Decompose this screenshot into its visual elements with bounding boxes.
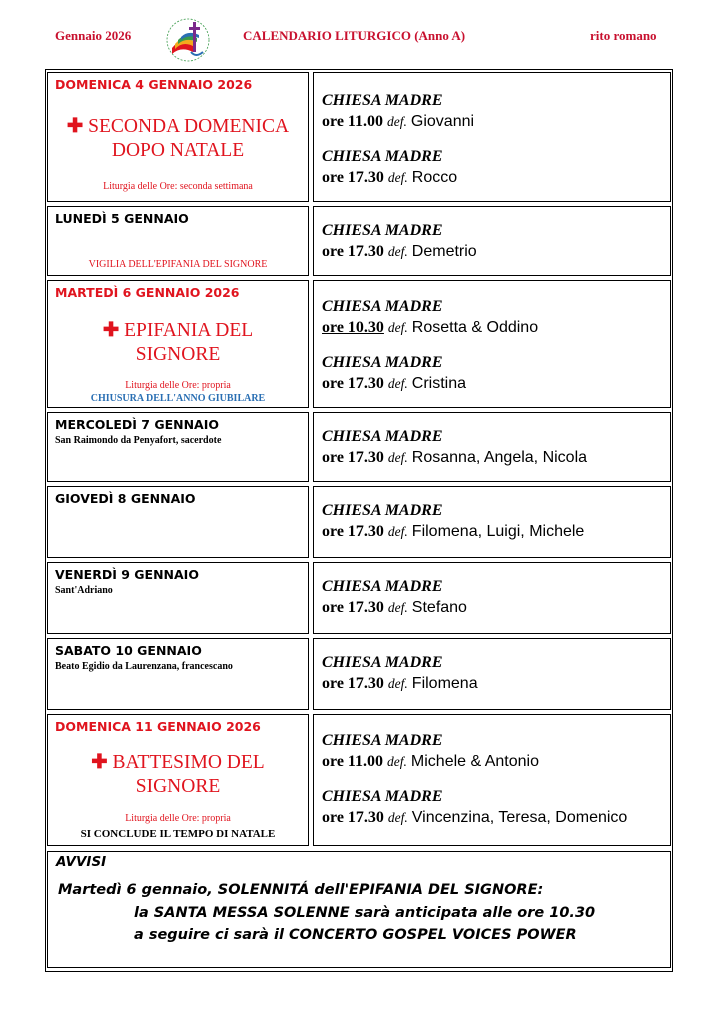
saint-of-day: Sant'Adriano: [55, 585, 113, 596]
day-cell: [47, 72, 309, 202]
avvisi-line: la SANTA MESSA SOLENNE sarà anticipata alle ore 10.30: [134, 905, 596, 921]
day-label: DOMENICA 11 GENNAIO 2026: [55, 719, 261, 734]
day-label: VENERDÌ 9 GENNAIO: [55, 567, 199, 582]
day-cell: [47, 562, 309, 634]
church-name: CHIESA MADRE: [322, 732, 443, 749]
liturgy-note: Liturgia delle Ore: seconda settimana: [103, 181, 253, 192]
day-label: GIOVEDÌ 8 GENNAIO: [55, 491, 196, 506]
season-end-note: SI CONCLUDE IL TEMPO DI NATALE: [80, 828, 276, 840]
mass-cell: [313, 206, 671, 276]
church-name: CHIESA MADRE: [322, 654, 443, 671]
day-label: MARTEDÌ 6 GENNAIO 2026: [55, 285, 240, 300]
header-rite: rito romano: [590, 28, 657, 43]
day-label: MERCOLEDÌ 7 GENNAIO: [55, 417, 220, 432]
cross-icon: ✚: [102, 320, 120, 341]
church-name: CHIESA MADRE: [322, 298, 443, 315]
mass-entry: CHIESA MADRE ore 11.00 def. Giovanni: [322, 92, 475, 130]
jubilee-closing-note: CHIUSURA DELL'ANNO GIUBILARE: [90, 393, 266, 404]
day-cell: [47, 638, 309, 710]
day-cell: [47, 486, 309, 558]
church-name: CHIESA MADRE: [322, 148, 443, 165]
mass-cell: [313, 280, 671, 408]
mass-cell: [313, 72, 671, 202]
mass-entry: CHIESA MADRE ore 17.30 def. Rocco: [322, 148, 458, 186]
cross-icon: ✚: [66, 116, 84, 137]
mass-entry: CHIESA MADRE ore 17.30 def. Stefano: [322, 578, 467, 616]
mass-entry: CHIESA MADRE ore 17.30 def. Cristina: [322, 354, 467, 392]
mass-cell: [313, 562, 671, 634]
liturgy-note: VIGILIA DELL'EPIFANIA DEL SIGNORE: [88, 259, 268, 270]
mass-entry: CHIESA MADRE ore 11.00 def. Michele & Antonio: [322, 732, 539, 770]
header-title: CALENDARIO LITURGICO (Anno A): [243, 28, 466, 43]
saint-of-day: San Raimondo da Penyafort, sacerdote: [55, 435, 222, 446]
day-cell: [47, 280, 309, 408]
church-name: CHIESA MADRE: [322, 92, 443, 109]
church-name: CHIESA MADRE: [322, 428, 443, 445]
church-name: CHIESA MADRE: [322, 222, 443, 239]
mass-cell: [313, 638, 671, 710]
avvisi-line: a seguire ci sarà il CONCERTO GOSPEL VOICES POWER: [134, 927, 577, 943]
avvisi-title: AVVISI: [56, 854, 107, 870]
jubilee-logo-icon: [163, 16, 213, 64]
liturgy-note: Liturgia delle Ore: propria: [125, 380, 231, 391]
liturgy-note: Liturgia delle Ore: propria: [125, 813, 231, 824]
saint-of-day: Beato Egidio da Laurenzana, francescano: [55, 661, 233, 672]
feast-title: ✚ SECONDA DOMENICA DOPO NATALE: [66, 116, 290, 161]
cross-icon: ✚: [91, 752, 108, 773]
mass-entry: CHIESA MADRE ore 17.30 def. Filomena, Luigi, Michele: [322, 502, 585, 540]
day-label: DOMENICA 4 GENNAIO 2026: [55, 77, 253, 92]
church-name: CHIESA MADRE: [322, 354, 443, 371]
mass-cell: [313, 486, 671, 558]
church-name: CHIESA MADRE: [322, 788, 443, 805]
church-name: CHIESA MADRE: [322, 502, 443, 519]
avvisi-line: Martedì 6 gennaio, SOLENNITÁ dell'EPIFANIA DEL SIGNORE:: [58, 882, 544, 898]
avvisi-box: [47, 851, 671, 968]
mass-entry: CHIESA MADRE ore 17.30 def. Rosanna, Angela, Nicola: [322, 428, 588, 466]
mass-entry: CHIESA MADRE ore 17.30 def. Demetrio: [322, 222, 477, 260]
mass-cell: [313, 412, 671, 482]
mass-entry: CHIESA MADRE ore 17.30 def. Filomena: [322, 654, 478, 692]
day-cell: [47, 714, 309, 846]
day-cell: [47, 206, 309, 276]
header-month: Gennaio 2026: [55, 28, 132, 43]
day-label: SABATO 10 GENNAIO: [55, 643, 202, 658]
day-cell: [47, 412, 309, 482]
feast-title: ✚ EPIFANIA DEL SIGNORE: [102, 320, 254, 365]
mass-entry: CHIESA MADRE ore 10.30 def. Rosetta & Oddino: [322, 298, 539, 336]
mass-entry: CHIESA MADRE ore 17.30 def. Vincenzina, Teresa, Domenico: [322, 788, 628, 826]
church-name: CHIESA MADRE: [322, 578, 443, 595]
mass-cell: [313, 714, 671, 846]
day-label: LUNEDÌ 5 GENNAIO: [55, 211, 189, 226]
feast-title: ✚ BATTESIMO DEL SIGNORE: [91, 752, 265, 797]
